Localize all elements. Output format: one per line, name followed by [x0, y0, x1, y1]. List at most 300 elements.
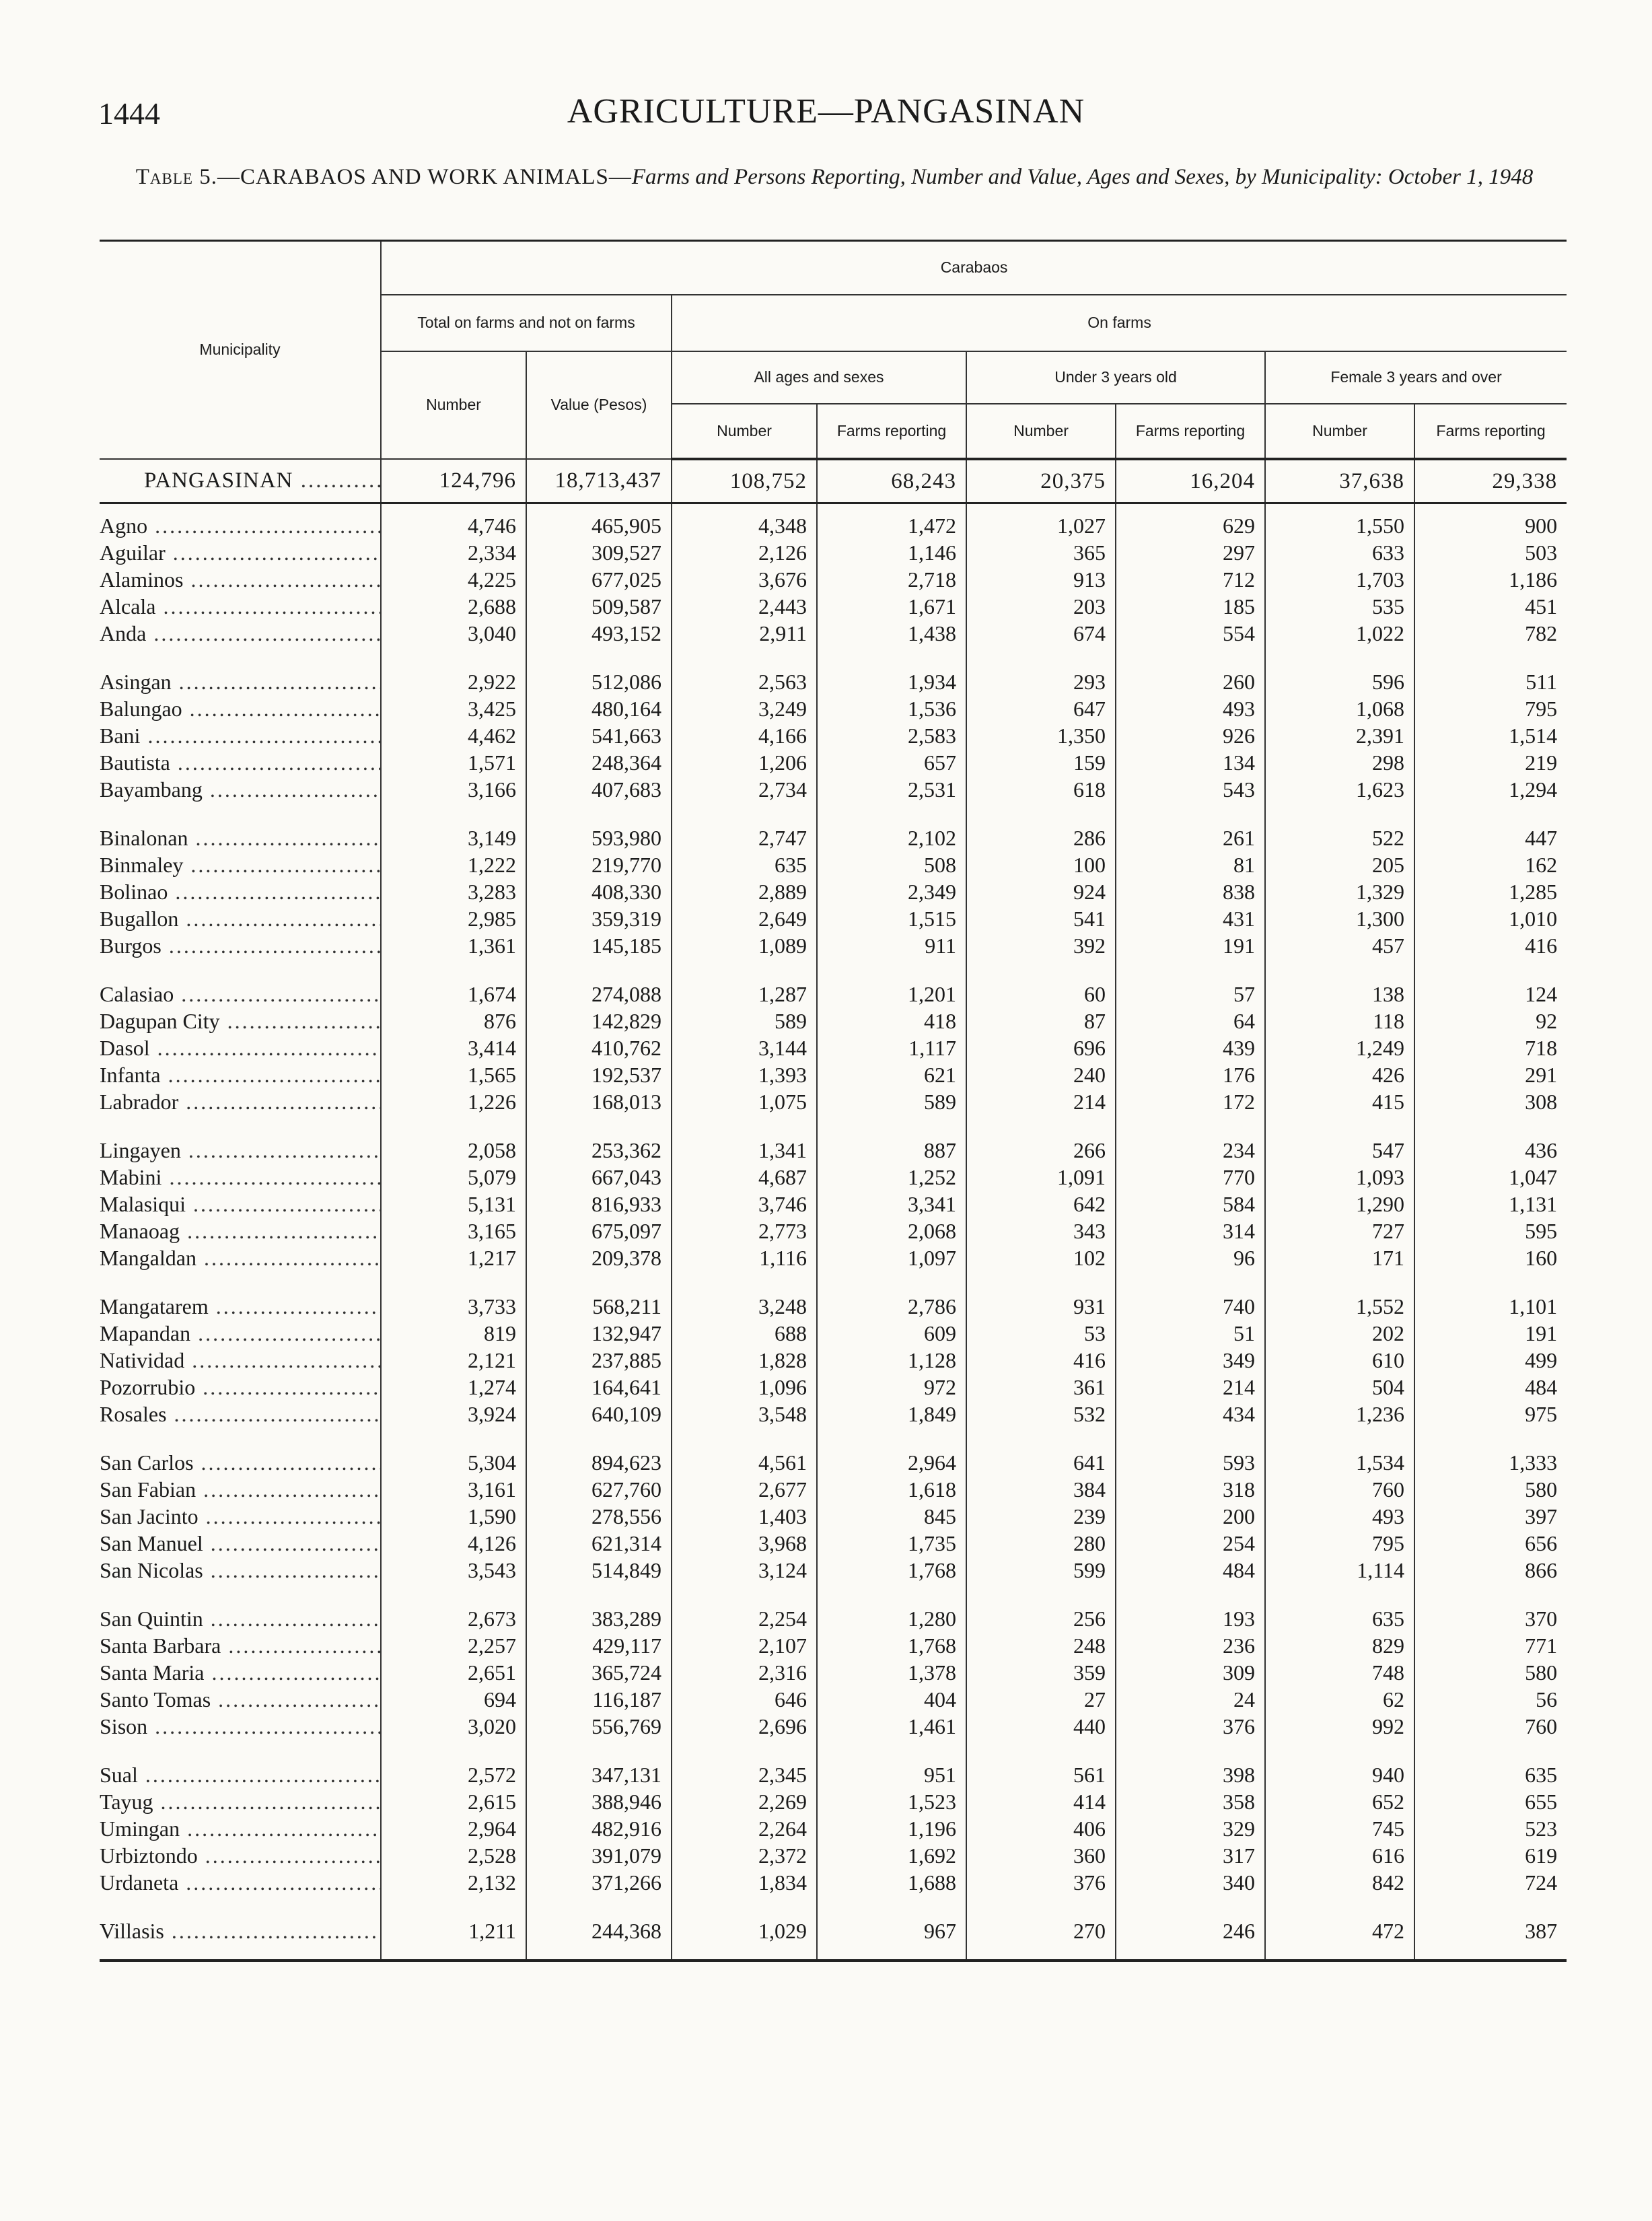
table-cell: 584	[1116, 1191, 1265, 1218]
table-cell: 185	[1116, 593, 1265, 620]
table-cell: 343	[966, 1218, 1116, 1244]
table-cell: 124	[1414, 959, 1567, 1008]
table-cell: 406	[966, 1815, 1116, 1842]
table-cell: 677,025	[526, 566, 672, 593]
table-cell: 168,013	[526, 1088, 672, 1115]
table-cell: 2,922	[381, 647, 526, 695]
table-cell: 1,828	[672, 1347, 817, 1374]
table-cell: 2,345	[672, 1740, 817, 1788]
table-cell: 214	[1116, 1374, 1265, 1401]
table-cell: 1,027	[966, 503, 1116, 539]
table-cell: 1,068	[1265, 695, 1414, 722]
table-cell: 629	[1116, 503, 1265, 539]
table-cell: 1,768	[817, 1557, 966, 1584]
municipality-name: Villasis .....	[100, 1896, 381, 1961]
table-cell: 556,769	[526, 1713, 672, 1740]
table-cell: 138	[1265, 959, 1414, 1008]
table-cell: 62	[1265, 1686, 1414, 1713]
table-cell: 2,132	[381, 1869, 526, 1896]
table-cell: 1,131	[1414, 1191, 1567, 1218]
table-header	[100, 241, 1567, 459]
table-cell: 1,093	[1265, 1164, 1414, 1191]
table-cell: 20,375	[966, 459, 1116, 503]
table-cell: 365,724	[526, 1659, 672, 1686]
table-cell: 609	[817, 1320, 966, 1347]
table-cell: 384	[966, 1476, 1116, 1503]
table-cell: 1,116	[672, 1244, 817, 1271]
table-cell: 1,091	[966, 1164, 1116, 1191]
municipality-name: Binmaley .....	[100, 851, 381, 878]
table-row	[100, 1034, 1567, 1061]
table-cell: 640,109	[526, 1401, 672, 1427]
table-cell: 740	[1116, 1271, 1265, 1320]
table-cell: 1,692	[817, 1842, 966, 1869]
table-cell: 100	[966, 851, 1116, 878]
table-cell: 541,663	[526, 722, 672, 749]
table-cell: 68,243	[817, 459, 966, 503]
table-cell: 1,022	[1265, 620, 1414, 647]
table-cell: 795	[1265, 1530, 1414, 1557]
table-cell: 482,916	[526, 1815, 672, 1842]
table-cell: 2,068	[817, 1218, 966, 1244]
table-cell: 2,121	[381, 1347, 526, 1374]
table-cell: 4,687	[672, 1164, 817, 1191]
table-row	[100, 1584, 1567, 1632]
table-cell: 561	[966, 1740, 1116, 1788]
table-cell: 2,391	[1265, 722, 1414, 749]
table-cell: 16,204	[1116, 459, 1265, 503]
municipality-name: Lingayen .....	[100, 1115, 381, 1164]
table-row	[100, 749, 1567, 776]
table-cell: 876	[381, 1008, 526, 1034]
table-cell: 1,514	[1414, 722, 1567, 749]
table-cell: 484	[1414, 1374, 1567, 1401]
table-cell: 2,257	[381, 1632, 526, 1659]
table-cell: 1,128	[817, 1347, 966, 1374]
table-cell: 1,552	[1265, 1271, 1414, 1320]
table-cell: 2,677	[672, 1476, 817, 1503]
table-cell: 523	[1414, 1815, 1567, 1842]
municipality-name: Asingan .....	[100, 647, 381, 695]
table-cell: 2,649	[672, 905, 817, 932]
table-cell: 1,285	[1414, 878, 1567, 905]
table-cell: 816,933	[526, 1191, 672, 1218]
table-row	[100, 803, 1567, 851]
table-cell: 503	[1414, 539, 1567, 566]
table-cell: 239	[966, 1503, 1116, 1530]
table-cell: 414	[966, 1788, 1116, 1815]
table-cell: 4,225	[381, 566, 526, 593]
table-cell: 1,047	[1414, 1164, 1567, 1191]
table-cell: 532	[966, 1401, 1116, 1427]
table-cell: 580	[1414, 1476, 1567, 1503]
table-cell: 118	[1265, 1008, 1414, 1034]
table-cell: 1,934	[817, 647, 966, 695]
table-cell: 2,718	[817, 566, 966, 593]
table-cell: 3,548	[672, 1401, 817, 1427]
table-cell: 429,117	[526, 1632, 672, 1659]
table-cell: 388,946	[526, 1788, 672, 1815]
municipality-name: Alaminos .....	[100, 566, 381, 593]
table-cell: 3,425	[381, 695, 526, 722]
municipality-name: Manaoag .....	[100, 1218, 381, 1244]
municipality-name: San Quintin .....	[100, 1584, 381, 1632]
table-cell: 200	[1116, 1503, 1265, 1530]
table-cell: 440	[966, 1713, 1116, 1740]
table-cell: 260	[1116, 647, 1265, 695]
table-cell: 782	[1414, 620, 1567, 647]
carabao-table	[100, 240, 1567, 1962]
table-cell: 616	[1265, 1842, 1414, 1869]
table-cell: 1,515	[817, 905, 966, 932]
table-cell: 1,097	[817, 1244, 966, 1271]
table-cell: 3,968	[672, 1530, 817, 1557]
table-cell: 1,534	[1265, 1427, 1414, 1476]
table-cell: 465,905	[526, 503, 672, 539]
table-cell: 674	[966, 620, 1116, 647]
table-row	[100, 905, 1567, 932]
table-cell: 418	[817, 1008, 966, 1034]
table-row	[100, 1401, 1567, 1427]
table-cell: 1,249	[1265, 1034, 1414, 1061]
table-cell: 347,131	[526, 1740, 672, 1788]
table-cell: 1,674	[381, 959, 526, 1008]
table-cell: 3,161	[381, 1476, 526, 1503]
table-cell: 383,289	[526, 1584, 672, 1632]
table-cell: 1,735	[817, 1530, 966, 1557]
table-row	[100, 1557, 1567, 1584]
table-cell: 2,102	[817, 803, 966, 851]
table-cell: 1,290	[1265, 1191, 1414, 1218]
municipality-name: Bani .....	[100, 722, 381, 749]
table-cell: 2,572	[381, 1740, 526, 1788]
table-cell: 4,746	[381, 503, 526, 539]
table-cell: 391,079	[526, 1842, 672, 1869]
table-cell: 992	[1265, 1713, 1414, 1740]
header-municipality: Municipality	[100, 241, 381, 459]
table-cell: 535	[1265, 593, 1414, 620]
table-cell: 24	[1116, 1686, 1265, 1713]
table-cell: 2,563	[672, 647, 817, 695]
table-cell: 278,556	[526, 1503, 672, 1530]
table-cell: 593	[1116, 1427, 1265, 1476]
header-carabaos: Carabaos	[381, 241, 1567, 295]
table-row	[100, 1476, 1567, 1503]
table-cell: 234	[1116, 1115, 1265, 1164]
table-cell: 900	[1414, 503, 1567, 539]
table-cell: 541	[966, 905, 1116, 932]
table-cell: 866	[1414, 1557, 1567, 1584]
table-cell: 60	[966, 959, 1116, 1008]
table-cell: 387	[1414, 1896, 1567, 1961]
table-cell: 1,096	[672, 1374, 817, 1401]
table-cell: 358	[1116, 1788, 1265, 1815]
table-cell: 819	[381, 1320, 526, 1347]
table-cell: 1,834	[672, 1869, 817, 1896]
table-row	[100, 1271, 1567, 1320]
table-cell: 547	[1265, 1115, 1414, 1164]
table-cell: 795	[1414, 695, 1567, 722]
municipality-name: San Carlos .....	[100, 1427, 381, 1476]
table-cell: 108,752	[672, 459, 817, 503]
table-cell: 298	[1265, 749, 1414, 776]
table-cell: 484	[1116, 1557, 1265, 1584]
table-cell: 2,372	[672, 1842, 817, 1869]
table-cell: 359,319	[526, 905, 672, 932]
municipality-name: San Jacinto .....	[100, 1503, 381, 1530]
table-cell: 253,362	[526, 1115, 672, 1164]
table-cell: 554	[1116, 620, 1265, 647]
table-cell: 192,537	[526, 1061, 672, 1088]
table-cell: 589	[817, 1088, 966, 1115]
header-female3-farms: Farms reporting	[1414, 404, 1567, 459]
table-cell: 416	[966, 1347, 1116, 1374]
municipality-name: Alcala .....	[100, 593, 381, 620]
header-female3-number: Number	[1265, 404, 1414, 459]
table-cell: 2,349	[817, 878, 966, 905]
table-cell: 407,683	[526, 776, 672, 803]
table-row	[100, 1842, 1567, 1869]
table-cell: 408,330	[526, 878, 672, 905]
header-all-ages: All ages and sexes	[672, 351, 966, 404]
municipality-name: Binalonan .....	[100, 803, 381, 851]
header-under-3: Under 3 years old	[966, 351, 1265, 404]
table-cell: 5,079	[381, 1164, 526, 1191]
table-cell: 370	[1414, 1584, 1567, 1632]
table-row	[100, 878, 1567, 905]
table-cell: 56	[1414, 1686, 1567, 1713]
table-cell: 102	[966, 1244, 1116, 1271]
table-cell: 237,885	[526, 1347, 672, 1374]
table-cell: 4,348	[672, 503, 817, 539]
table-cell: 1,378	[817, 1659, 966, 1686]
table-cell: 472	[1265, 1896, 1414, 1961]
table-cell: 451	[1414, 593, 1567, 620]
table-cell: 415	[1265, 1088, 1414, 1115]
header-total-number: Number	[381, 351, 526, 459]
table-cell: 309,527	[526, 539, 672, 566]
table-cell: 493,152	[526, 620, 672, 647]
municipality-name: Malasiqui .....	[100, 1191, 381, 1218]
table-cell: 1,671	[817, 593, 966, 620]
municipality-name: San Manuel .....	[100, 1530, 381, 1557]
table-cell: 291	[1414, 1061, 1567, 1088]
table-cell: 748	[1265, 1659, 1414, 1686]
table-row	[100, 776, 1567, 803]
table-cell: 589	[672, 1008, 817, 1034]
table-cell: 2,673	[381, 1584, 526, 1632]
table-cell: 318	[1116, 1476, 1265, 1503]
table-cell: 27	[966, 1686, 1116, 1713]
table-cell: 940	[1265, 1740, 1414, 1788]
table-cell: 1,252	[817, 1164, 966, 1191]
municipality-name: Bayambang .....	[100, 776, 381, 803]
header-under3-number: Number	[966, 404, 1116, 459]
table-cell: 635	[672, 851, 817, 878]
municipality-name: Agno .....	[100, 503, 381, 539]
table-row	[100, 503, 1567, 539]
table-row	[100, 1427, 1567, 1476]
table-cell: 280	[966, 1530, 1116, 1557]
table-cell: 727	[1265, 1218, 1414, 1244]
table-cell: 694	[381, 1686, 526, 1713]
table-row	[100, 1115, 1567, 1164]
table-cell: 398	[1116, 1740, 1265, 1788]
table-cell: 81	[1116, 851, 1265, 878]
table-cell: 2,964	[381, 1815, 526, 1842]
table-cell: 309	[1116, 1659, 1265, 1686]
table-cell: 371,266	[526, 1869, 672, 1896]
table-cell: 760	[1414, 1713, 1567, 1740]
table-cell: 329	[1116, 1815, 1265, 1842]
table-cell: 619	[1414, 1842, 1567, 1869]
table-cell: 1,146	[817, 539, 966, 566]
header-total-value: Value (Pesos)	[526, 351, 672, 459]
table-cell: 248,364	[526, 749, 672, 776]
table-cell: 3,924	[381, 1401, 526, 1427]
table-cell: 599	[966, 1557, 1116, 1584]
table-cell: 4,462	[381, 722, 526, 749]
table-cell: 635	[1265, 1584, 1414, 1632]
table-cell: 3,283	[381, 878, 526, 905]
table-cell: 1,438	[817, 620, 966, 647]
table-cell: 2,107	[672, 1632, 817, 1659]
table-cell: 261	[1116, 803, 1265, 851]
table-cell: 1,222	[381, 851, 526, 878]
municipality-name: PANGASINAN .....	[100, 459, 381, 503]
table-cell: 404	[817, 1686, 966, 1713]
table-cell: 2,528	[381, 1842, 526, 1869]
table-cell: 1,186	[1414, 566, 1567, 593]
table-cell: 266	[966, 1115, 1116, 1164]
table-cell: 256	[966, 1584, 1116, 1632]
municipality-name: Sison .....	[100, 1713, 381, 1740]
table-cell: 2,443	[672, 593, 817, 620]
municipality-name: Urdaneta .....	[100, 1869, 381, 1896]
table-cell: 2,786	[817, 1271, 966, 1320]
table-cell: 1,536	[817, 695, 966, 722]
table-row	[100, 1218, 1567, 1244]
table-cell: 2,264	[672, 1815, 817, 1842]
table-cell: 610	[1265, 1347, 1414, 1374]
table-cell: 1,688	[817, 1869, 966, 1896]
table-row	[100, 722, 1567, 749]
table-cell: 514,849	[526, 1557, 672, 1584]
municipality-name: Bautista .....	[100, 749, 381, 776]
table-cell: 193	[1116, 1584, 1265, 1632]
table-cell: 580	[1414, 1659, 1567, 1686]
table-cell: 712	[1116, 566, 1265, 593]
municipality-name: San Nicolas .....	[100, 1557, 381, 1584]
table-cell: 1,361	[381, 932, 526, 959]
table-cell: 160	[1414, 1244, 1567, 1271]
municipality-name: Sual .....	[100, 1740, 381, 1788]
table-cell: 838	[1116, 878, 1265, 905]
table-cell: 696	[966, 1034, 1116, 1061]
table-cell: 543	[1116, 776, 1265, 803]
table-cell: 142,829	[526, 1008, 672, 1034]
table-cell: 219	[1414, 749, 1567, 776]
table-cell: 1,201	[817, 959, 966, 1008]
table-row	[100, 647, 1567, 695]
table-cell: 293	[966, 647, 1116, 695]
table-cell: 1,226	[381, 1088, 526, 1115]
municipality-name: Umingan .....	[100, 1815, 381, 1842]
table-cell: 493	[1265, 1503, 1414, 1530]
table-cell: 2,316	[672, 1659, 817, 1686]
table-row	[100, 1503, 1567, 1530]
table-cell: 2,696	[672, 1713, 817, 1740]
municipality-name: Burgos .....	[100, 932, 381, 959]
table-cell: 5,131	[381, 1191, 526, 1218]
table-cell: 51	[1116, 1320, 1265, 1347]
table-cell: 621	[817, 1061, 966, 1088]
table-cell: 509,587	[526, 593, 672, 620]
table-cell: 1,618	[817, 1476, 966, 1503]
table-cell: 314	[1116, 1218, 1265, 1244]
municipality-name: Santa Barbara .....	[100, 1632, 381, 1659]
table-cell: 724	[1414, 1869, 1567, 1896]
table-cell: 164,641	[526, 1374, 672, 1401]
caption-subtitle: Farms and Persons Reporting, Number and Value, Ages and Sexes, by Municipality: October 1, 1948	[631, 165, 1534, 189]
table-cell: 124,796	[381, 459, 526, 503]
table-cell: 5,304	[381, 1427, 526, 1476]
table-cell: 642	[966, 1191, 1116, 1218]
header-all-farms: Farms reporting	[817, 404, 966, 459]
table-row	[100, 1191, 1567, 1218]
municipality-name: Dasol .....	[100, 1034, 381, 1061]
table-row	[100, 620, 1567, 647]
table-cell: 641	[966, 1427, 1116, 1476]
table-row	[100, 1374, 1567, 1401]
table-cell: 4,126	[381, 1530, 526, 1557]
table-row	[100, 1347, 1567, 1374]
table-cell: 236	[1116, 1632, 1265, 1659]
table-cell: 931	[966, 1271, 1116, 1320]
table-cell: 191	[1116, 932, 1265, 959]
table-cell: 3,414	[381, 1034, 526, 1061]
table-cell: 1,294	[1414, 776, 1567, 803]
table-cell: 92	[1414, 1008, 1567, 1034]
table-cell: 3,040	[381, 620, 526, 647]
municipality-name: San Fabian .....	[100, 1476, 381, 1503]
table-row	[100, 1008, 1567, 1034]
table-cell: 53	[966, 1320, 1116, 1347]
table-row	[100, 1320, 1567, 1347]
table-cell: 1,101	[1414, 1271, 1567, 1320]
table-cell: 1,196	[817, 1815, 966, 1842]
table-cell: 176	[1116, 1061, 1265, 1088]
table-cell: 132,947	[526, 1320, 672, 1347]
table-cell: 1,550	[1265, 503, 1414, 539]
table-cell: 1,523	[817, 1788, 966, 1815]
page-heading: AGRICULTURE—PANGASINAN	[567, 92, 1085, 131]
table-cell: 926	[1116, 722, 1265, 749]
table-cell: 1,117	[817, 1034, 966, 1061]
table-cell: 2,651	[381, 1659, 526, 1686]
table-cell: 1,403	[672, 1503, 817, 1530]
caption-lead: Table 5.—CARABAOS AND WORK ANIMALS—	[135, 165, 632, 189]
municipality-name: Santa Maria .....	[100, 1659, 381, 1686]
municipality-name: Labrador .....	[100, 1088, 381, 1115]
table-cell: 635	[1414, 1740, 1567, 1788]
table-cell: 2,615	[381, 1788, 526, 1815]
table-cell: 254	[1116, 1530, 1265, 1557]
table-cell: 667,043	[526, 1164, 672, 1191]
table-cell: 595	[1414, 1218, 1567, 1244]
table-cell: 340	[1116, 1869, 1265, 1896]
table-cell: 911	[817, 932, 966, 959]
